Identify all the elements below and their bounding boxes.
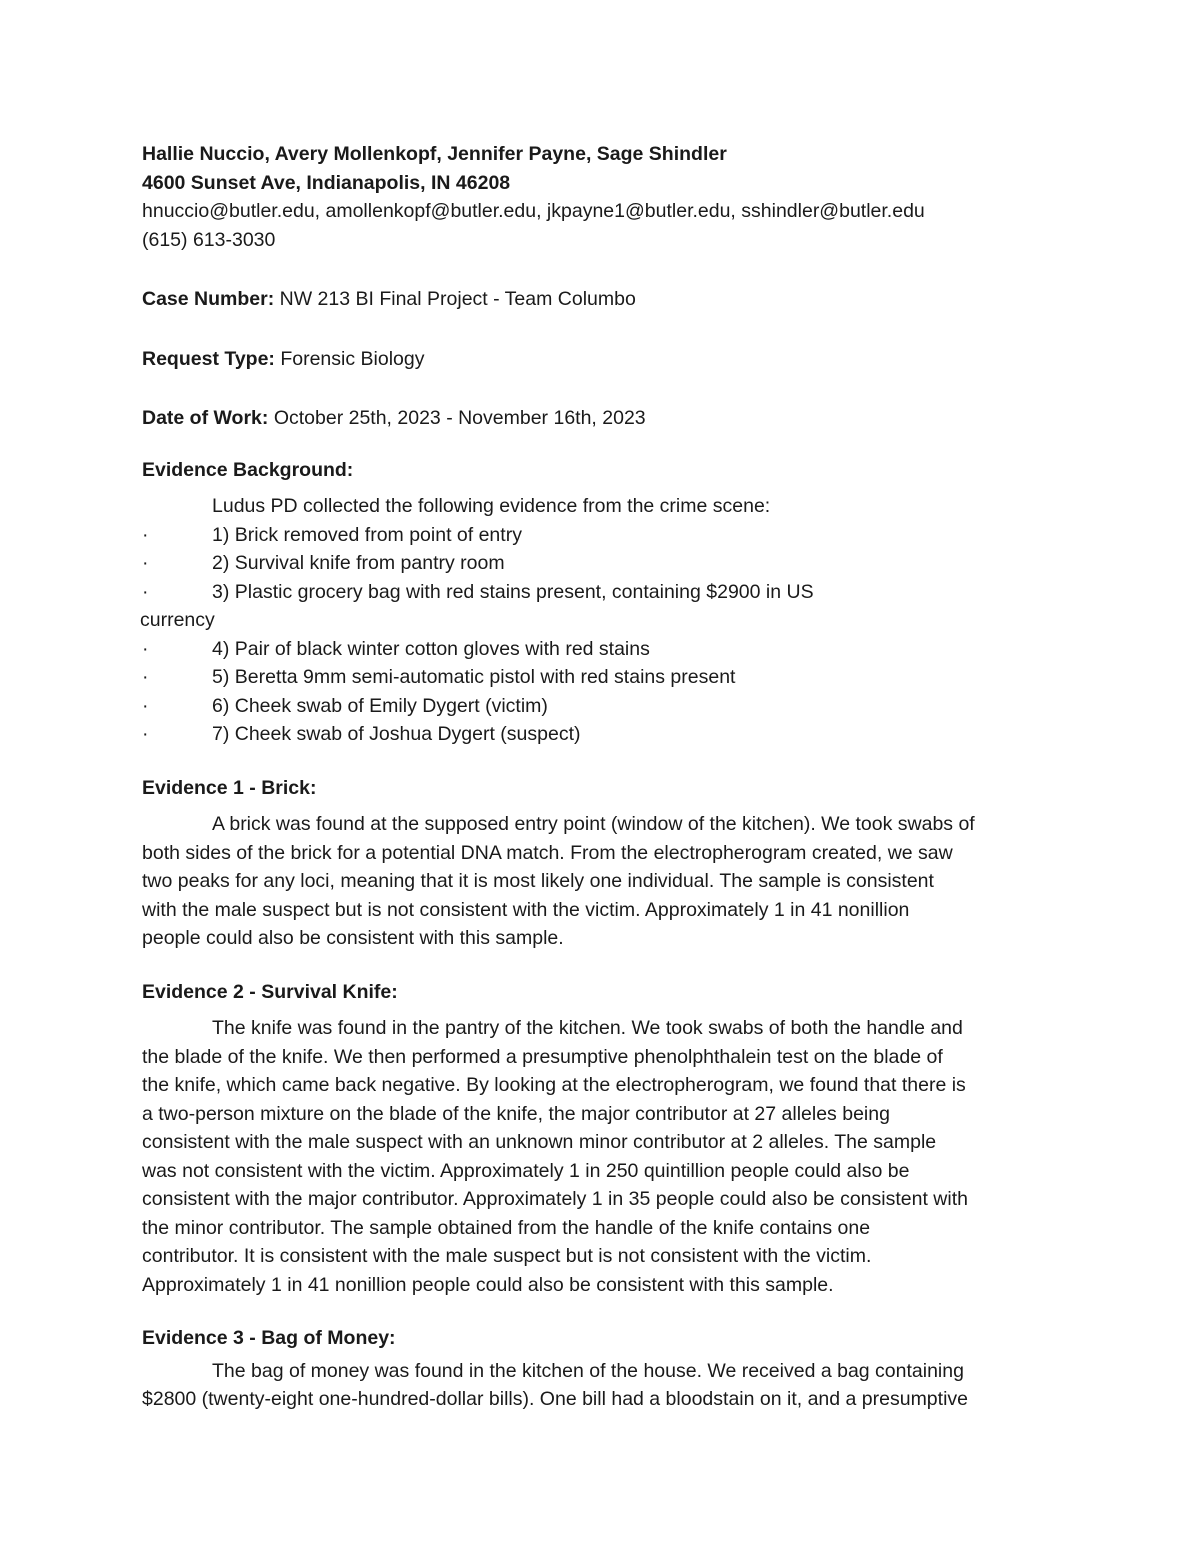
- case-number-value: NW 213 BI Final Project - Team Columbo: [274, 288, 636, 310]
- bullet-glyph: ·: [142, 637, 149, 660]
- paragraph-line: with the male suspect but is not consistent with the victim. Approximately 1 in 41 nonillion: [142, 898, 910, 921]
- bullet-glyph: ·: [142, 552, 149, 574]
- list-item: · 6) Cheek swab of Emily Dygert (victim): [0, 692, 1062, 721]
- evidence-3-paragraph: [142, 1357, 1062, 1414]
- paragraph-line: a two-person mixture on the blade of the knife, the major contributor at 27 alleles being: [142, 1102, 890, 1125]
- list-item: · 1) Brick removed from point of entry: [0, 521, 1062, 550]
- bullet-glyph: ·: [142, 580, 149, 603]
- paragraph-line: $2800 (twenty-eight one-hundred-dollar bills). One bill had a bloodstain on it, and a presumptive: [142, 1388, 968, 1410]
- paragraph-line: was not consistent with the victim. Approximately 1 in 250 quintillion people could also be: [142, 1159, 910, 1182]
- paragraph-line: people could also be consistent with this sample.: [142, 927, 564, 949]
- paragraph-line: The bag of money was found in the kitchen of the house. We received a bag containing: [212, 1359, 964, 1382]
- paragraph-line: contributor. It is consistent with the male suspect but is not consistent with the victim.: [142, 1245, 872, 1267]
- bullet-glyph: ·: [142, 723, 149, 745]
- case-number-label: Case Number:: [142, 288, 275, 310]
- bullet-glyph: ·: [142, 694, 149, 717]
- date-of-work-label: Date of Work:: [142, 407, 269, 429]
- authors-line: Hallie Nuccio, Avery Mollenkopf, Jennifer Payne, Sage Shindler: [142, 143, 727, 165]
- paragraph-line: consistent with the male suspect with an unknown minor contributor at 2 alleles. The sample: [142, 1131, 937, 1153]
- request-type-row: [142, 345, 1062, 374]
- evidence-2-paragraph: [142, 1014, 1062, 1299]
- list-item: · 5) Beretta 9mm semi-automatic pistol with red stains present: [0, 663, 1062, 692]
- list-item: · 4) Pair of black winter cotton gloves with red stains: [0, 635, 1062, 664]
- evidence-background-heading: Evidence Background:: [142, 458, 354, 481]
- evidence-1-paragraph: [142, 810, 1062, 953]
- evidence-3-heading: Evidence 3 - Bag of Money:: [142, 1327, 396, 1349]
- list-item: · 2) Survival knife from pantry room: [0, 549, 1062, 578]
- paragraph-line: A brick was found at the supposed entry point (window of the kitchen). We took swabs of: [212, 813, 975, 835]
- paragraph-line: consistent with the major contributor. Approximately 1 in 35 people could also be consistent with: [142, 1188, 968, 1210]
- bullet-glyph: ·: [142, 666, 149, 688]
- paragraph-line: the minor contributor. The sample obtained from the handle of the knife contains one: [142, 1216, 871, 1239]
- request-type-label: Request Type:: [142, 347, 275, 370]
- paragraph-line: the knife, which came back negative. By looking at the electropherogram, we found that there is: [142, 1074, 966, 1096]
- evidence-1-heading: Evidence 1 - Brick:: [142, 776, 317, 799]
- evidence-background-intro: Ludus PD collected the following evidence from the crime scene:: [212, 495, 771, 517]
- paragraph-line: two peaks for any loci, meaning that it is most likely one individual. The sample is consistent: [142, 870, 934, 892]
- document-page: [142, 140, 1062, 1414]
- paragraph-line: The knife was found in the pantry of the kitchen. We took swabs of both the handle and: [212, 1017, 963, 1039]
- list-item: · 7) Cheek swab of Joshua Dygert (suspect): [0, 720, 1062, 749]
- date-of-work-row: [142, 404, 1062, 433]
- phone-line: (615) 613-3030: [142, 228, 276, 251]
- emails-line: hnuccio@butler.edu, amollenkopf@butler.edu, jkpayne1@butler.edu, sshindler@butler.edu: [142, 200, 925, 222]
- case-number-row: [142, 285, 1062, 314]
- paragraph-line: the blade of the knife. We then performed a presumptive phenolphthalein test on the blade of: [142, 1045, 943, 1068]
- address-line: 4600 Sunset Ave, Indianapolis, IN 46208: [142, 171, 511, 194]
- list-item-wrap: currency: [140, 609, 215, 631]
- evidence-2-heading: Evidence 2 - Survival Knife:: [142, 980, 398, 1003]
- list-item: · 3) Plastic grocery bag with red stains present, containing $2900 in US currency: [0, 578, 1062, 635]
- evidence-list: [0, 521, 1062, 749]
- bullet-glyph: ·: [142, 523, 149, 546]
- paragraph-line: Approximately 1 in 41 nonillion people could also be consistent with this sample.: [142, 1273, 834, 1296]
- paragraph-line: both sides of the brick for a potential DNA match. From the electropherogram created, we saw: [142, 841, 953, 864]
- date-of-work-value: October 25th, 2023 - November 16th, 2023: [268, 407, 646, 429]
- request-type-value: Forensic Biology: [274, 347, 425, 370]
